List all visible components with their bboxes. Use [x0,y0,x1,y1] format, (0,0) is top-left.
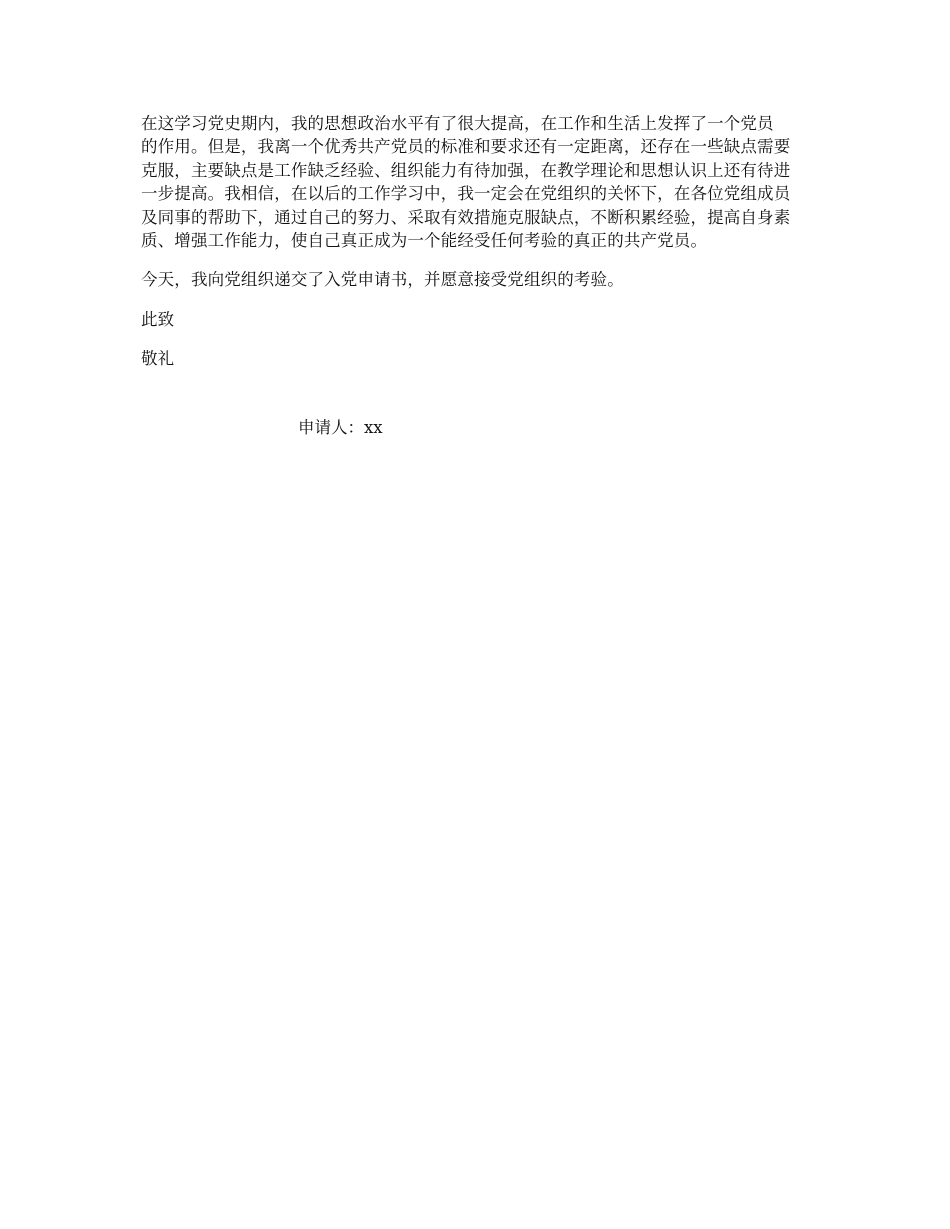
document-body [141,112,811,371]
paragraph-line: 及同事的帮助下，通过自己的努力、采取有效措施克服缺点，不断积累经验，提高自身素 [141,207,791,227]
salutation: 敬礼 [141,349,175,369]
paragraph-1 [141,112,811,252]
closing-phrase: 此致 [141,309,175,329]
paragraph-2: 今天，我向党组织递交了入党申请书，并愿意接受党组织的考验。 [141,270,624,290]
paragraph-line: 的作用。但是，我离一个优秀共产党员的标准和要求还有一定距离，还存在一些缺点需要 [141,137,791,157]
paragraph-line: 在这学习党史期内，我的思想政治水平有了很大提高，在工作和生活上发挥了一个党员 [141,114,774,133]
paragraph-line: 一步提高。我相信，在以后的工作学习中，我一定会在党组织的关怀下，在各位党组成员 [141,184,791,204]
paragraph-line: 质、增强工作能力，使自己真正成为一个能经受任何考验的真正的共产党员。 [141,230,708,250]
paragraph-line: 克服，主要缺点是工作缺乏经验、组织能力有待加强，在教学理论和思想认识上还有待进 [141,160,791,180]
applicant-signature: 申请人：xx [298,418,383,437]
